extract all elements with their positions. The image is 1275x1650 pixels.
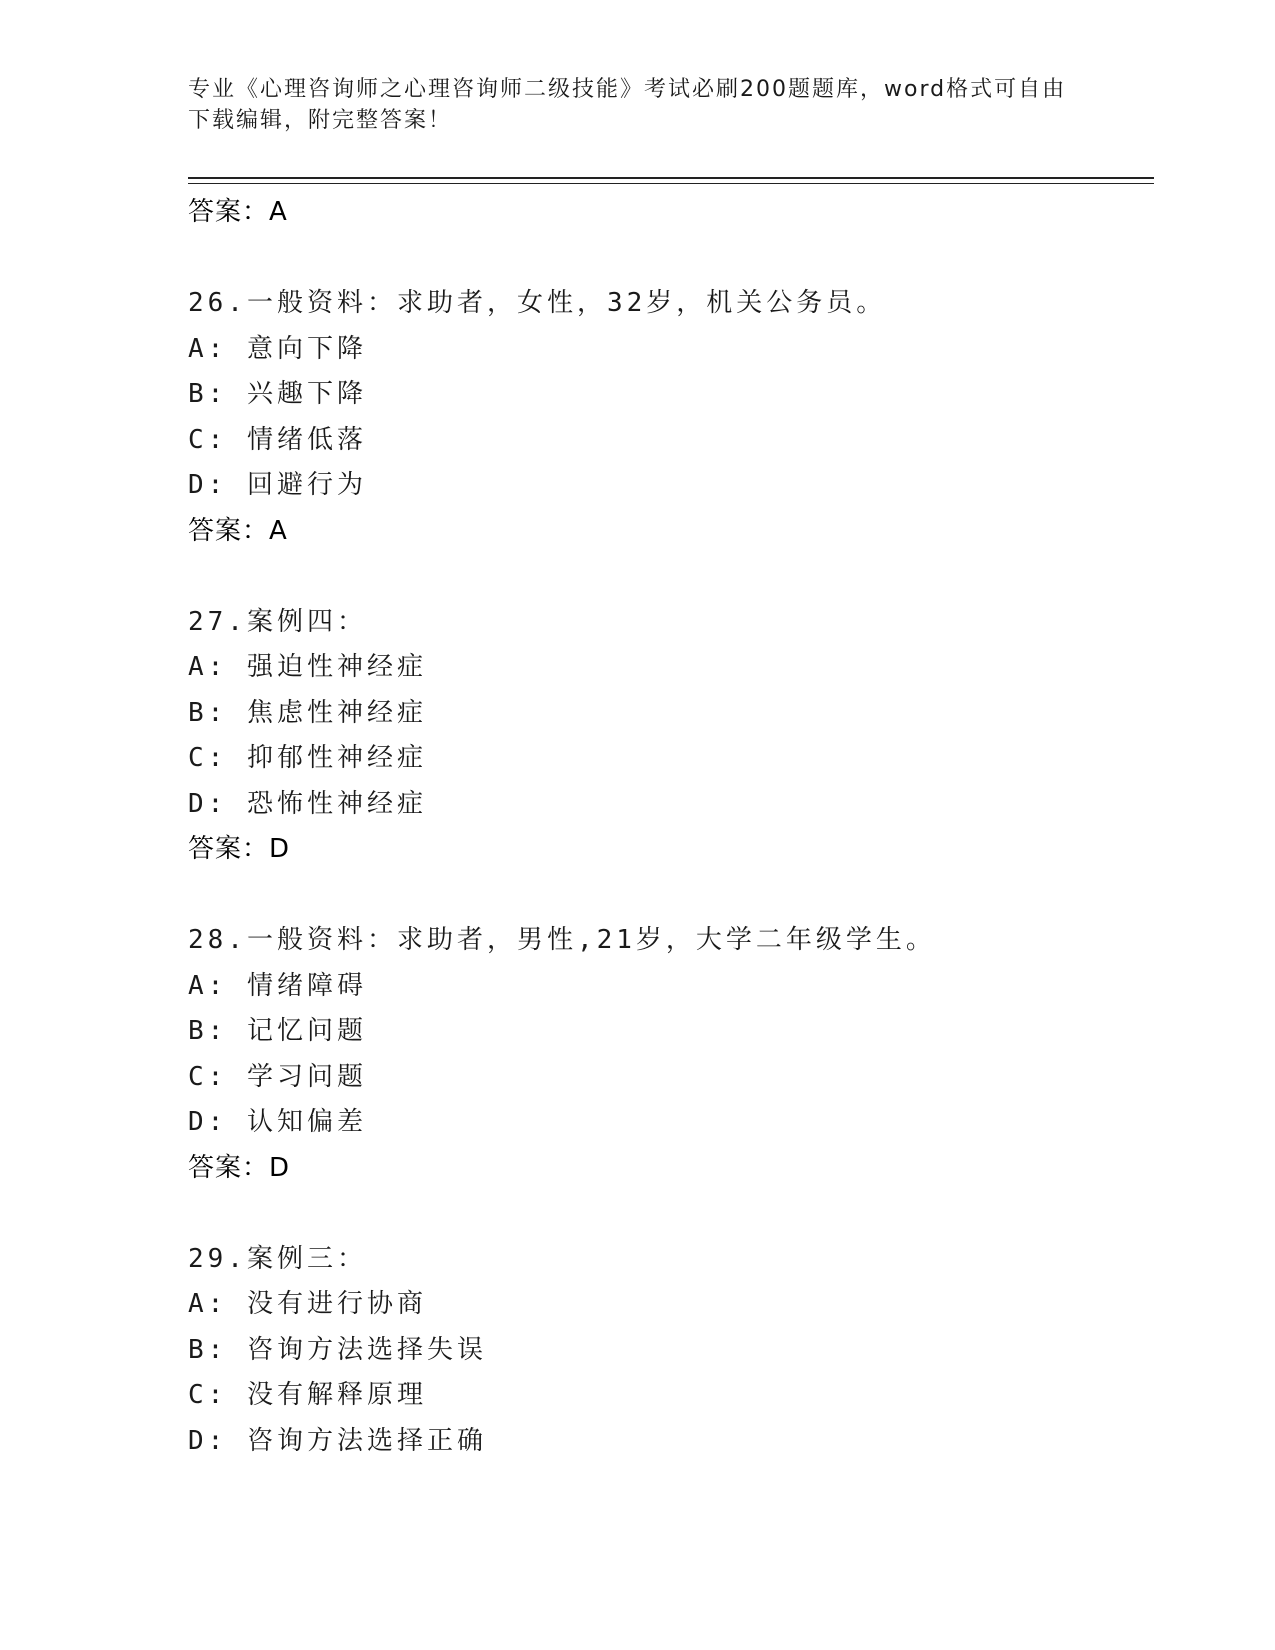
question-26-answer: 答案：A [188, 515, 288, 546]
header-divider-thin [188, 183, 1154, 184]
question-28-option-c: C: 学习问题 [188, 1061, 367, 1092]
question-28-option-d: D: 认知偏差 [188, 1107, 367, 1137]
question-27-option-b: B: 焦虑性神经症 [188, 697, 427, 728]
spacer [188, 554, 1154, 600]
spacer [188, 1191, 1154, 1237]
question-29-option-c: C: 没有解释原理 [188, 1380, 427, 1410]
question-29-option-b: B: 咨询方法选择失误 [188, 1334, 487, 1365]
question-28-option-a: A: 情绪障碍 [188, 970, 367, 1001]
question-29-stem: 29.案例三： [188, 1243, 367, 1274]
header-divider-thick [188, 177, 1154, 179]
question-28-answer: 答案：D [188, 1152, 291, 1183]
question-27-answer: 答案：D [188, 834, 291, 864]
question-list [188, 190, 1154, 1464]
question-28-stem: 28.一般资料：求助者，男性,21岁，大学二年级学生。 [188, 925, 936, 955]
question-26-stem: 26.一般资料：求助者，女性，32岁，机关公务员。 [188, 288, 887, 318]
question-27-option-c: C: 抑郁性神经症 [188, 743, 427, 773]
question-26-option-d: D: 回避行为 [188, 470, 367, 500]
spacer [188, 236, 1154, 282]
question-27-option-a: A: 强迫性神经症 [188, 652, 427, 682]
spacer [188, 873, 1154, 919]
answer-previous: 答案：A [188, 197, 288, 227]
question-26-option-b: B: 兴趣下降 [188, 379, 367, 409]
question-26-option-a: A: 意向下降 [188, 333, 367, 364]
question-29-option-d: D: 咨询方法选择正确 [188, 1425, 487, 1456]
question-27-option-d: D: 恐怖性神经症 [188, 788, 427, 819]
question-27-stem: 27.案例四： [188, 606, 367, 637]
question-28-option-b: B: 记忆问题 [188, 1016, 367, 1046]
document-intro: 专业《心理咨询师之心理咨询师二级技能》考试必刷200题题库，word格式可自由下载编辑，附完整答案！ [188, 77, 1067, 133]
question-29-option-a: A: 没有进行协商 [188, 1289, 427, 1319]
question-26-option-c: C: 情绪低落 [188, 424, 367, 455]
